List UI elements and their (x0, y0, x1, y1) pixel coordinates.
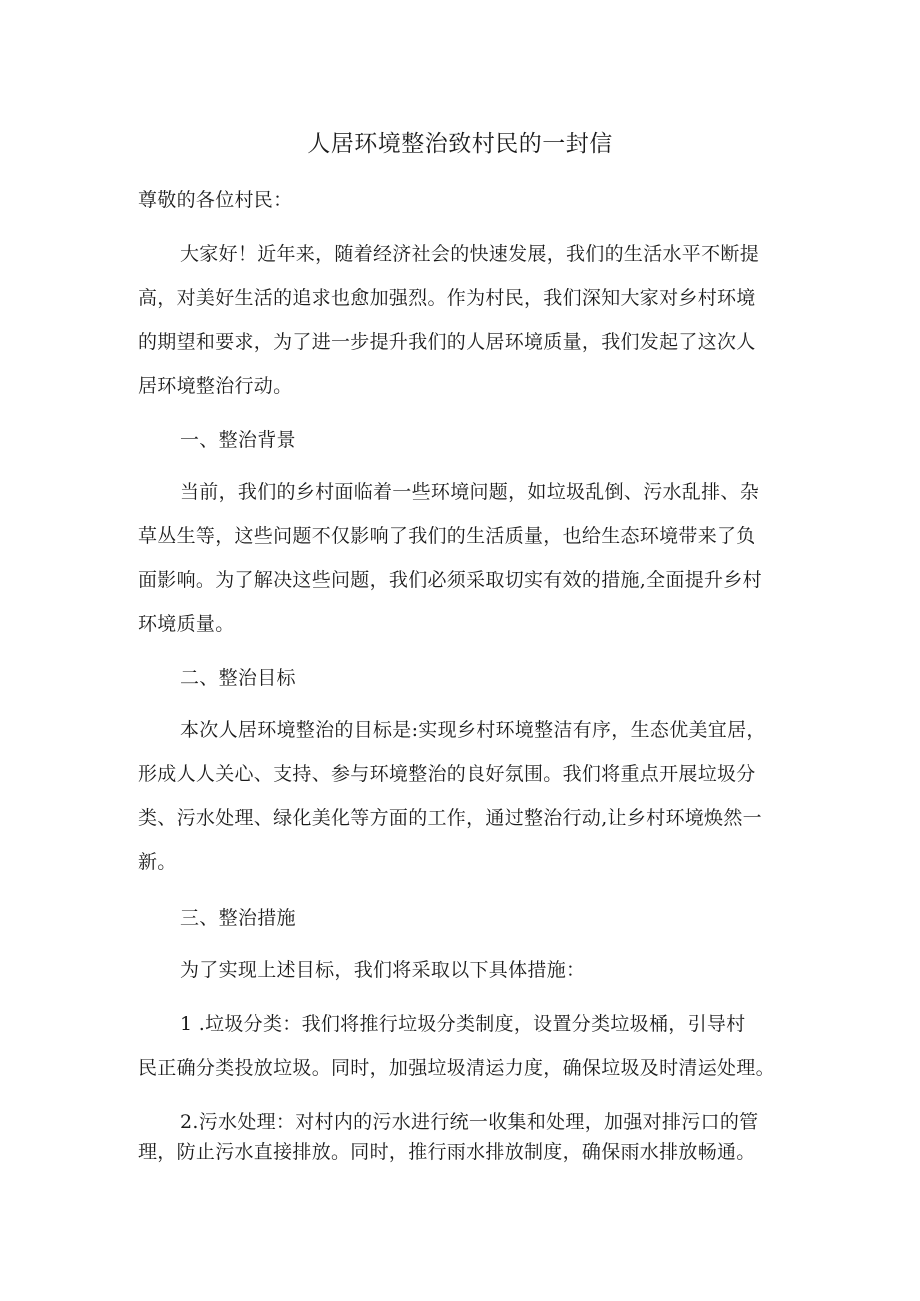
section1-heading: 一、整治背景 (180, 429, 296, 451)
section1-line-3: 面影响。为了解决这些问题，我们必须采取切实有效的措施,全面提升乡村 (138, 569, 762, 591)
section3-item1-line-1: 1 .垃圾分类：我们将推行垃圾分类制度，设置分类垃圾桶，引导村 (180, 1013, 746, 1035)
intro-line-2: 高，对美好生活的追求也愈加强烈。作为村民，我们深知大家对乡村环境 (138, 287, 756, 309)
salutation: 尊敬的各位村民： (138, 189, 293, 211)
section2-line-1: 本次人居环境整治的目标是:实现乡村环境整洁有序，生态优美宜居， (180, 719, 766, 741)
intro-line-1: 大家好！近年来，随着经济社会的快速发展，我们的生活水平不断提 (180, 243, 760, 265)
section2-line-4: 新。 (138, 851, 177, 873)
section2-line-2: 形成人人关心、支持、参与环境整治的良好氛围。我们将重点开展垃圾分 (138, 763, 756, 785)
section3-item1-line-2: 民正确分类投放垃圾。同时，加强垃圾清运力度，确保垃圾及时清运处理。 (138, 1057, 775, 1079)
section3-item2-line-1: 2.污水处理：对村内的污水进行统一收集和处理，加强对排污口的管 (180, 1111, 759, 1133)
section3-lead: 为了实现上述目标，我们将采取以下具体措施： (180, 959, 586, 981)
section3-heading: 三、整治措施 (180, 907, 296, 929)
intro-line-4: 居环境整治行动。 (138, 375, 293, 397)
section1-line-4: 环境质量。 (138, 613, 235, 635)
section3-item2-line-2: 理，防止污水直接排放。同时，推行雨水排放制度，确保雨水排放畅通。 (138, 1141, 756, 1163)
section1-line-2: 草丛生等，这些问题不仅影响了我们的生活质量，也给生态环境带来了负 (138, 525, 756, 547)
document-title: 人居环境整治致村民的一封信 (307, 131, 613, 157)
section2-line-3: 类、污水处理、绿化美化等方面的工作，通过整治行动,让乡村环境焕然一 (138, 807, 762, 829)
section1-line-1: 当前，我们的乡村面临着一些环境问题，如垃圾乱倒、污水乱排、杂 (180, 481, 760, 503)
section2-heading: 二、整治目标 (180, 667, 296, 689)
intro-line-3: 的期望和要求，为了进一步提升我们的人居环境质量，我们发起了这次人 (138, 331, 756, 353)
